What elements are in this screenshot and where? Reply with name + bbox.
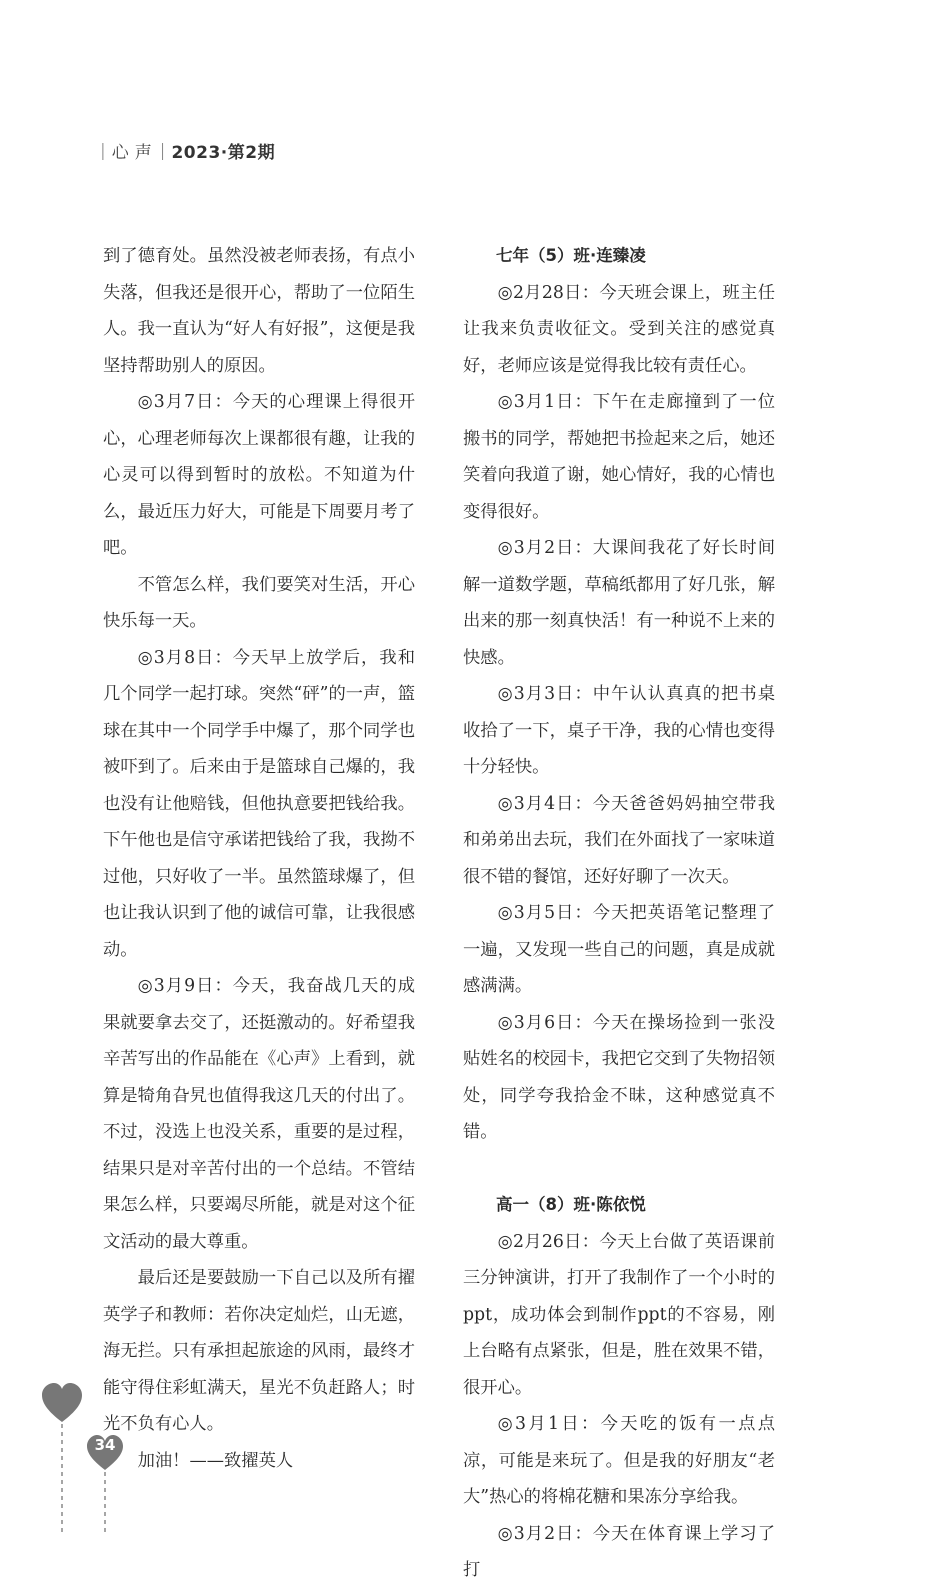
paragraph: 最后还是要鼓励一下自己以及所有擢英学子和教师：若你决定灿烂，山无遮，海无拦。只有承担起旅途的风雨，最终才能守得住彩虹满天，星光不负赶路人；时光不负有心人。 (103, 1268, 415, 1434)
paragraph: ◎3月9日：今天，我奋战几天的成果就要拿去交了，还挺激动的。好希望我辛苦写出的作品能在《心声》上看到，就算是犄角旮旯也值得我这几天的付出了。不过，没选上也没关系，重要的是过程，结果只是对辛苦付出的一个总结。不管结果怎么样，只要竭尽所能，就是对这个征文活动的最大尊重。 (103, 976, 415, 1252)
left-column (103, 238, 415, 1479)
magazine-name: 心声 (111, 143, 158, 163)
header-bar-right: | (159, 140, 166, 161)
paragraph: ◎3月5日：今天把英语笔记整理了一遍，又发现一些自己的问题，真是成就感满满。 (463, 903, 775, 996)
right-column (463, 238, 775, 1589)
paragraph: ◎3月7日：今天的心理课上得很开心，心理老师每次上课都很有趣，让我的心灵可以得到暂时的放松。不知道为什么，最近压力好大，可能是下周要月考了吧。 (103, 392, 415, 558)
paragraph: ◎3月3日：中午认认真真的把书桌收拾了一下，桌子干净，我的心情也变得十分轻快。 (463, 684, 775, 777)
paragraph: ◎3月6日：今天在操场捡到一张没贴姓名的校园卡，我把它交到了失物招领处，同学夸我拾金不昧，这种感觉真不错。 (463, 1012, 775, 1142)
paragraph: 不管怎么样，我们要笑对生活，开心快乐每一天。 (103, 574, 415, 631)
heart-icon (42, 1383, 82, 1422)
issue-header (100, 138, 275, 163)
author-heading: 七年（5）班·连臻凌 (496, 246, 646, 265)
paragraph: 到了德育处。虽然没被老师表扬，有点小失落，但我还是很开心，帮助了一位陌生人。我一直认为“好人有好报”，这便是我坚持帮助别人的原因。 (103, 246, 415, 376)
closing-line: 加油！——致擢英人 (137, 1450, 294, 1471)
paragraph: ◎3月1日：今天吃的饭有一点点凉，可能是来玩了。但是我的好朋友“老大”热心的将棉花糖和果冻分享给我。 (463, 1414, 775, 1507)
section-gap (463, 1151, 775, 1188)
paragraph: ◎3月2日：大课间我花了好长时间解一道数学题，草稿纸都用了好几张，解出来的那一刻真快活！有一种说不上来的快感。 (463, 538, 775, 668)
page-number: 34 (94, 1436, 116, 1454)
header-bar-left: | (100, 140, 106, 161)
paragraph: ◎2月28日：今天班会课上，班主任让我来负责收征文。受到关注的感觉真好，老师应该是觉得我比较有责任心。 (463, 282, 775, 376)
paragraph: ◎3月8日：今天早上放学后，我和几个同学一起打球。突然“砰”的一声，篮球在其中一个同学手中爆了，那个同学也被吓到了。后来由于是篮球自己爆的，我也没有让他赔钱，但他执意要把钱给我。下午他也是信守承诺把钱给了我，我拗不过他，只好收了一半。虽然篮球爆了，但也让我认识到了他的诚信可靠，让我很感动。 (103, 647, 415, 960)
author-heading: 高一（8）班·陈依悦 (496, 1195, 646, 1214)
issue-number: 2023·第2期 (171, 143, 276, 163)
heart-decoration (38, 1380, 138, 1535)
paragraph: ◎3月2日：今天在体育课上学习了打 (463, 1523, 775, 1580)
paragraph: ◎2月26日：今天上台做了英语课前三分钟演讲，打开了我制作了一个小时的ppt，成功体会到制作ppt的不容易，刚上台略有点紧张，但是，胜在效果不错，很开心。 (463, 1231, 775, 1398)
paragraph: ◎3月4日：今天爸爸妈妈抽空带我和弟弟出去玩，我们在外面找了一家味道很不错的餐馆，还好好聊了一次天。 (463, 793, 775, 887)
paragraph: ◎3月1日：下午在走廊撞到了一位搬书的同学，帮她把书捡起来之后，她还笑着向我道了谢，她心情好，我的心情也变得很好。 (463, 392, 775, 522)
